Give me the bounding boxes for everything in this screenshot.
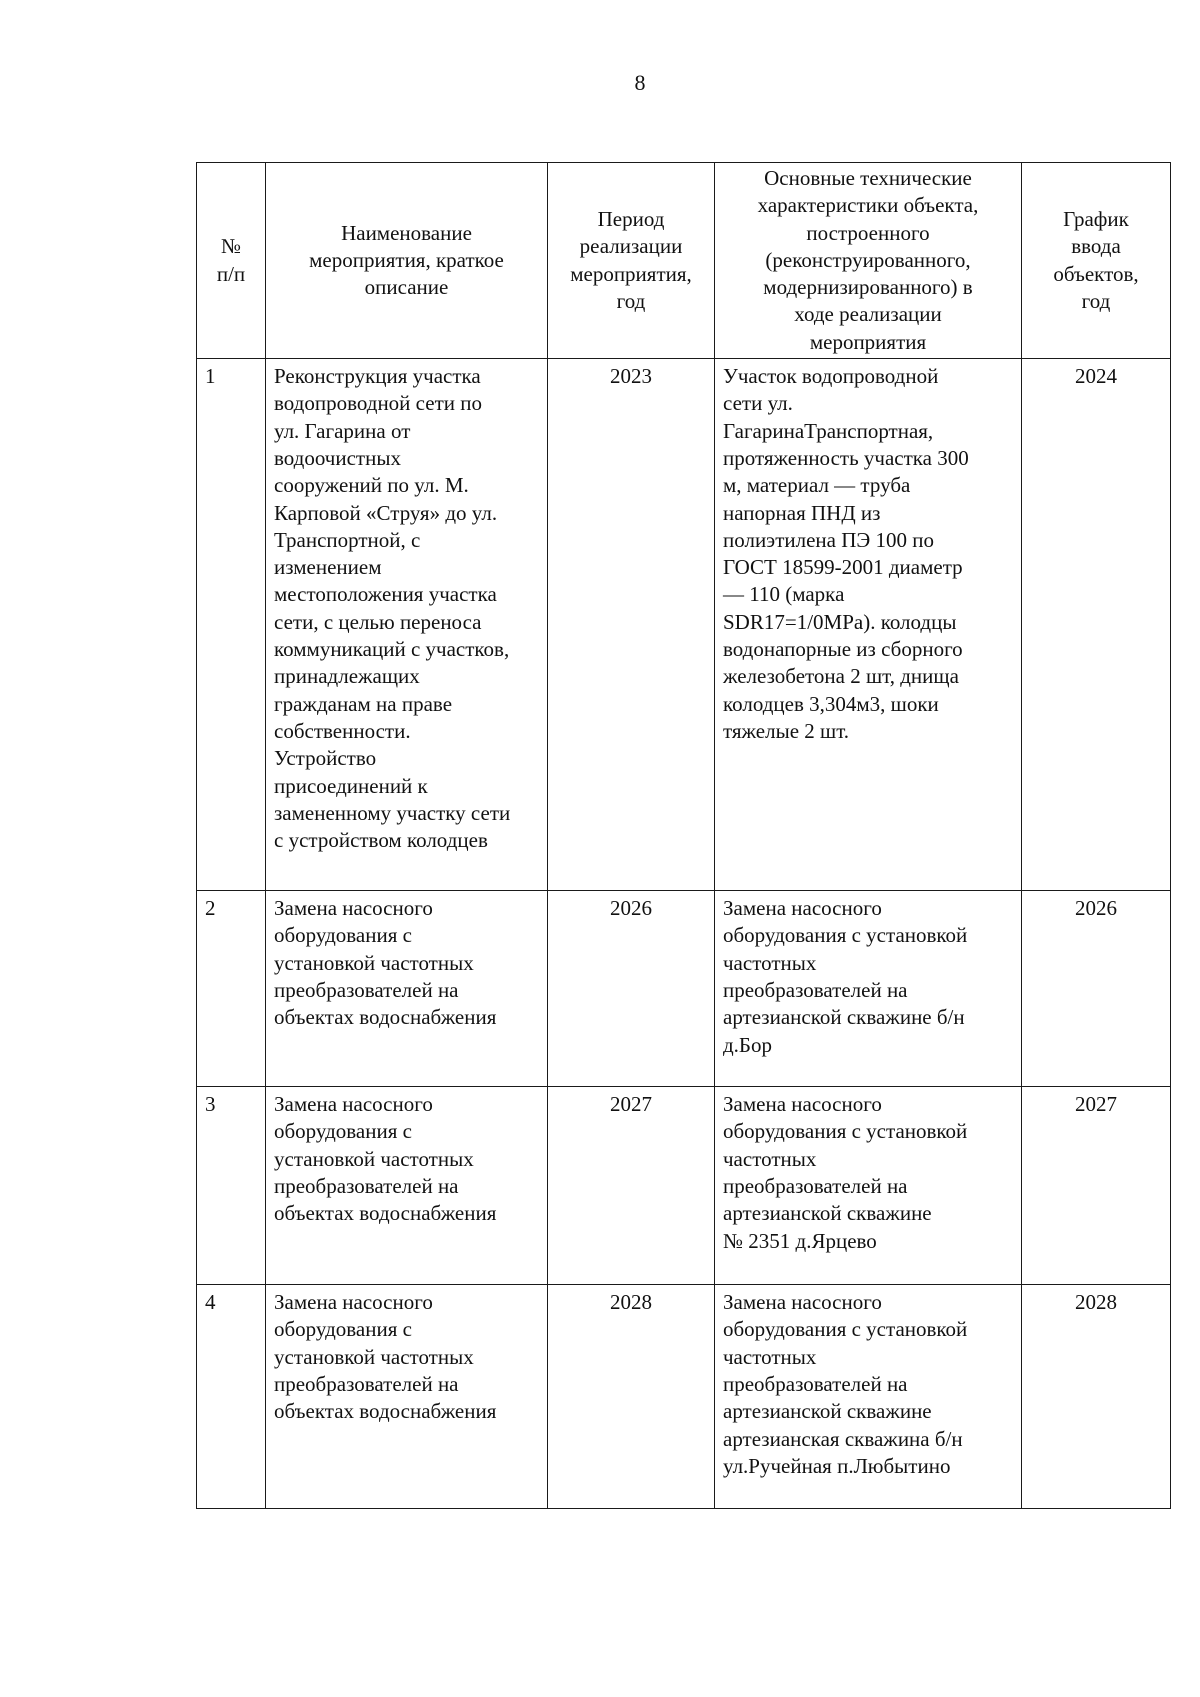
page-number: 8	[634, 70, 646, 95]
table-row	[197, 359, 1171, 891]
header-period: Период реализации мероприятия, год	[548, 163, 715, 359]
row-number: 3	[197, 1087, 266, 1285]
row-schedule: 2026	[1022, 891, 1171, 1087]
row-number: 2	[197, 891, 266, 1087]
row-characteristics: Участок водопроводной сети ул. ГагаринаТранспортная, протяженность участка 300 м, материал — труба напорная ПНД из полиэтилена ПЭ 100 по ГОСТ 18599-2001 диаметр — 110 (марка SDR17=1/0MPa). колодцы водонапорные из сборного железобетона 2 шт, днища колодцев 3,304м3, шоки тяжелые 2 шт.	[715, 359, 1022, 891]
table-header-row	[197, 163, 1171, 359]
row-schedule: 2028	[1022, 1285, 1171, 1509]
row-name: Замена насосного оборудования с установкой частотных преобразователей на объектах водоснабжения	[266, 891, 548, 1087]
measures-table	[196, 162, 1171, 1509]
row-name: Замена насосного оборудования с установкой частотных преобразователей на объектах водоснабжения	[266, 1087, 548, 1285]
row-period: 2027	[548, 1087, 715, 1285]
row-number: 4	[197, 1285, 266, 1509]
row-number: 1	[197, 359, 266, 891]
row-name: Реконструкция участка водопроводной сети по ул. Гагарина от водоочистных сооружений по ул. М. Карповой «Струя» до ул. Транспортной, с изменением местоположения участка сети, с целью переноса коммуникаций с участков, принадлежащих гражданам на праве собственности. Устройство присоединений к замененному участку сети с устройством колодцев	[266, 359, 548, 891]
header-name: Наименование мероприятия, краткое описание	[266, 163, 548, 359]
table-row	[197, 891, 1171, 1087]
row-schedule: 2024	[1022, 359, 1171, 891]
table-row	[197, 1087, 1171, 1285]
table-row	[197, 1285, 1171, 1509]
header-characteristics: Основные технические характеристики объекта, построенного (реконструированного, модернизированного) в ходе реализации мероприятия	[715, 163, 1022, 359]
row-period: 2028	[548, 1285, 715, 1509]
header-number: № п/п	[197, 163, 266, 359]
header-schedule: График ввода объектов, год	[1022, 163, 1171, 359]
row-characteristics: Замена насосного оборудования с установкой частотных преобразователей на артезианской скважине № 2351 д.Ярцево	[715, 1087, 1022, 1285]
row-period: 2026	[548, 891, 715, 1087]
row-characteristics: Замена насосного оборудования с установкой частотных преобразователей на артезианской скважине б/н д.Бор	[715, 891, 1022, 1087]
row-name: Замена насосного оборудования с установкой частотных преобразователей на объектах водоснабжения	[266, 1285, 548, 1509]
row-characteristics: Замена насосного оборудования с установкой частотных преобразователей на артезианской скважине артезианская скважина б/н ул.Ручейная п.Любытино	[715, 1285, 1022, 1509]
row-period: 2023	[548, 359, 715, 891]
row-schedule: 2027	[1022, 1087, 1171, 1285]
